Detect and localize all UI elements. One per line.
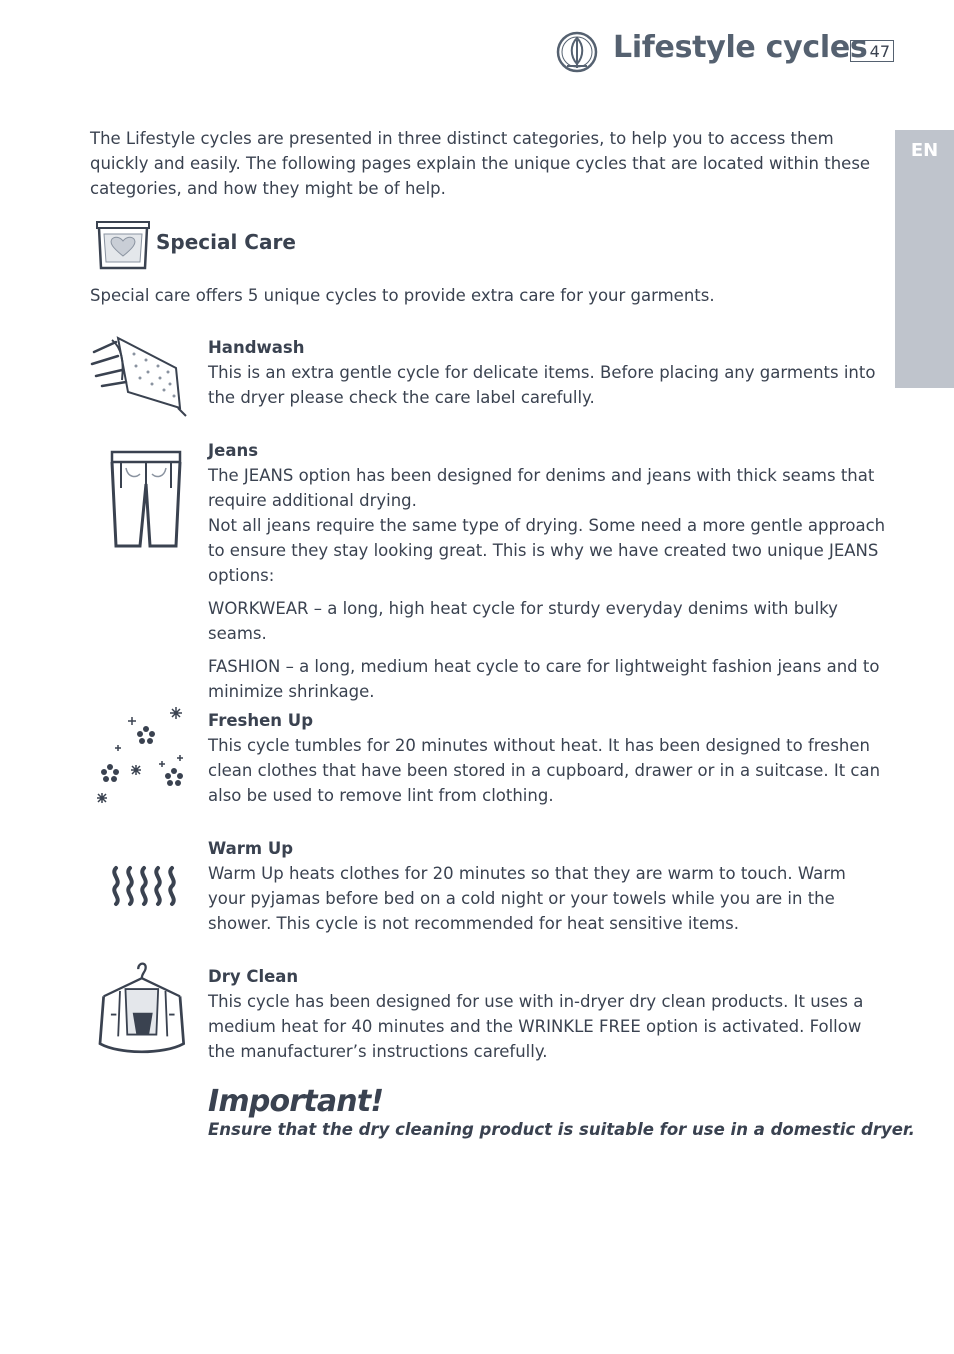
dry-clean-icon [88, 960, 192, 1060]
cycle-title: Handwash [208, 338, 305, 357]
cycle-title: Jeans [208, 441, 259, 460]
section-title: Special Care [156, 230, 296, 254]
cycle-jeans [208, 438, 888, 704]
cycle-handwash [208, 335, 888, 410]
intro-paragraph: The Lifestyle cycles are presented in three distinct categories, to help you to access them quickly and easily. The following pages explain the unique cycles that are located within these categories, and how they might be of help. [90, 129, 871, 198]
freshen-up-icon [88, 703, 192, 803]
cycle-description: This is an extra gentle cycle for delicate items. Before placing any garments into the dryer please check the care label carefully. [208, 363, 876, 407]
cycle-description: Not all jeans require the same type of drying. Some need a more gentle approach to ensure they stay looking great. This is why we have created two unique JEANS options: [208, 516, 886, 585]
lifestyle-cycles-icon [555, 30, 599, 74]
cycle-title: Freshen Up [208, 711, 314, 730]
language-tab [895, 130, 954, 388]
important-heading: Important! [208, 1084, 384, 1119]
page-title: Lifestyle cycles [613, 30, 868, 65]
important-note: Ensure that the dry cleaning product is suitable for use in a domestic dryer. [208, 1120, 915, 1139]
cycle-description: This cycle has been designed for use with in-dryer dry clean products. It uses a medium heat for 40 minutes and the WRINKLE FREE option is activated. Follow the manufacturer’s instructions carefully. [208, 992, 864, 1061]
cycle-freshen-up [208, 708, 888, 808]
jeans-icon [88, 448, 192, 548]
cycle-description: Warm Up heats clothes for 20 minutes so that they are warm to touch. Warm your pyjamas before bed on a cold night or your towels while you are in the shower. This cycle is not recommended for heat sensitive items. [208, 864, 846, 933]
cycle-title: Dry Clean [208, 967, 299, 986]
section-description: Special care offers 5 unique cycles to provide extra care for your garments. [90, 286, 715, 305]
cycle-option-workwear: WORKWEAR – a long, high heat cycle for sturdy everyday denims with bulky seams. [208, 599, 838, 643]
warm-up-icon [88, 838, 192, 938]
handwash-icon [88, 330, 192, 430]
language-tab-label: EN [910, 140, 939, 161]
special-care-basket-icon [95, 220, 151, 272]
page-number: 47 [850, 40, 894, 62]
cycle-description: The JEANS option has been designed for denims and jeans with thick seams that require additional drying. [208, 466, 875, 510]
cycle-title: Warm Up [208, 839, 294, 858]
cycle-dry-clean [208, 964, 888, 1064]
cycle-description: This cycle tumbles for 20 minutes without heat. It has been designed to freshen clean clothes that have been stored in a cupboard, drawer or in a suitcase. It can also be used to remove lint from clothing. [208, 736, 881, 805]
cycle-option-fashion: FASHION – a long, medium heat cycle to care for lightweight fashion jeans and to minimize shrinkage. [208, 657, 880, 701]
cycle-warm-up [208, 836, 888, 936]
